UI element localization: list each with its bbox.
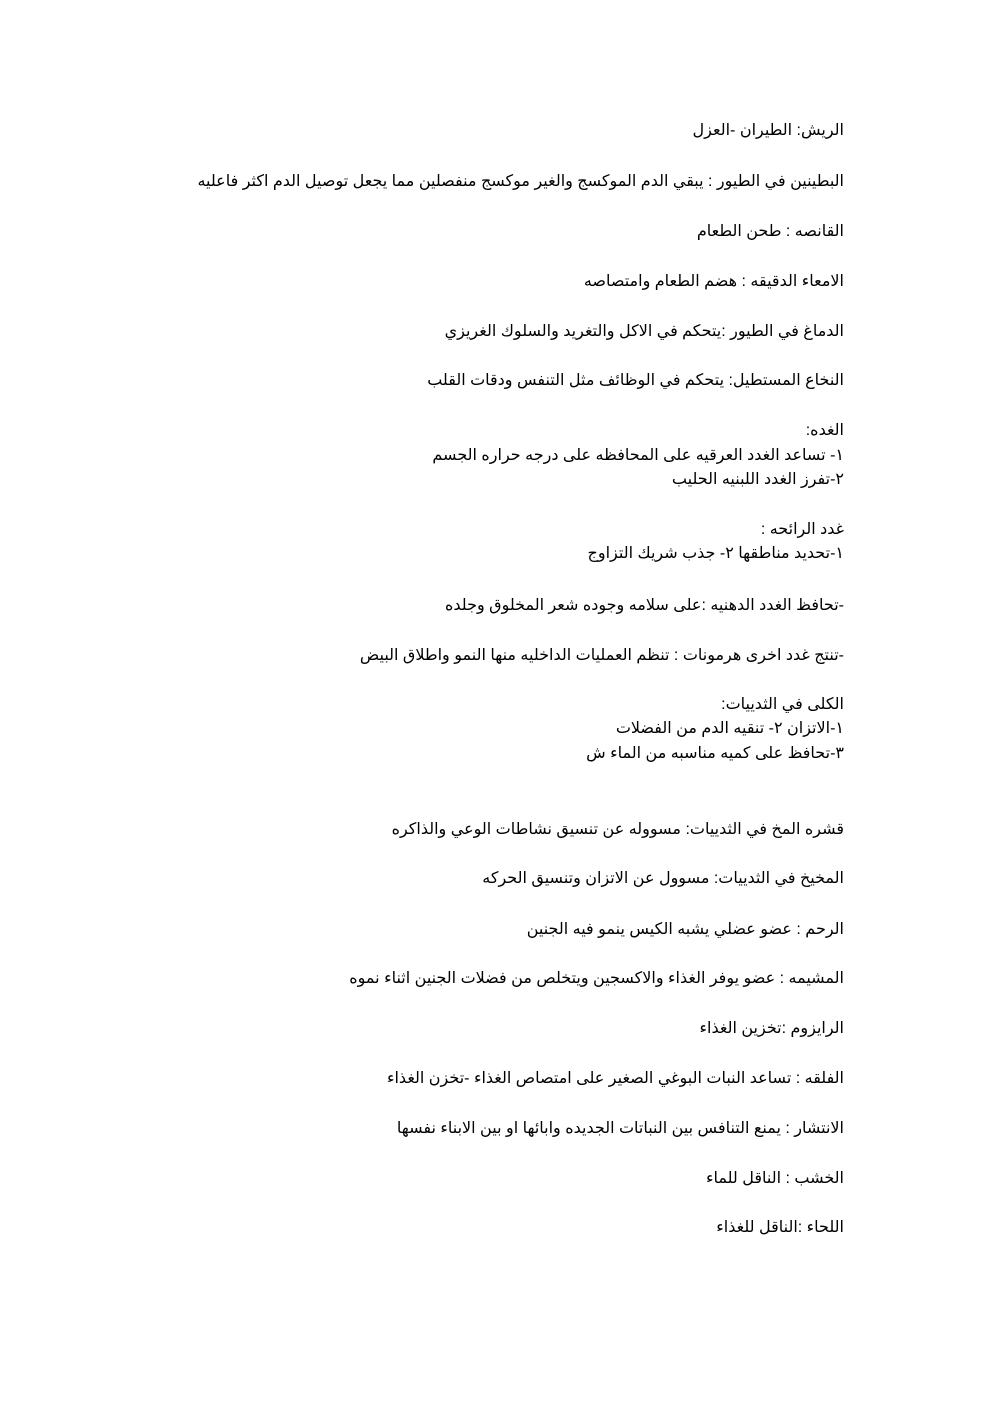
- text-line-kidneys-functions-2: ٣-تحافظ على كميه مناسبه من الماء ش: [586, 745, 844, 762]
- text-line-hormone-glands: -تنتج غدد اخرى هرمونات : تنظم العمليات الداخليه منها النمو واطلاق البيض: [359, 647, 844, 664]
- text-line-scent-glands-functions: ١-تحديد مناطقها ٢- جذب شريك التزاوج: [587, 545, 844, 562]
- text-line-uterus: الرحم : عضو عضلي يشبه الكيس ينمو فيه الجنين: [526, 921, 844, 938]
- text-line-cerebellum: المخيخ في الثدييات: مسوول عن الاتزان وتنسيق الحركه: [482, 870, 844, 887]
- text-line-xylem: الخشب : الناقل للماء: [705, 1170, 844, 1187]
- text-line-cerebral-cortex: قشره المخ في الثدييات: مسووله عن تنسيق نشاطات الوعي والذاكره: [391, 821, 844, 838]
- text-line-sweat-glands: ١- تساعد الغدد العرقيه على المحافظه على درجه حراره الجسم: [432, 447, 844, 464]
- text-line-sebaceous-glands: -تحافظ الغدد الدهنيه :على سلامه وجوده شعر المخلوق وجلده: [445, 597, 844, 614]
- text-line-mammary-glands: ٢-تفرز الغدد اللبنيه الحليب: [671, 471, 844, 488]
- text-line-placenta: المشيمه : عضو يوفر الغذاء والاكسجين ويتخلص من فضلات الجنين اثناء نموه: [349, 970, 844, 987]
- text-line-small-intestine: الامعاء الدقيقه : هضم الطعام وامتصاصه: [583, 273, 844, 290]
- text-line-scent-glands-heading: غدد الرائحه :: [760, 521, 844, 538]
- text-line-gizzard: القانصه : طحن الطعام: [696, 223, 844, 240]
- text-line-phloem: اللحاء :الناقل للغذاء: [716, 1219, 844, 1236]
- text-line-medulla: النخاع المستطيل: يتحكم في الوظائف مثل التنفس ودقات القلب: [427, 372, 844, 389]
- text-line-bird-brain: الدماغ في الطيور :يتحكم في الاكل والتغريد والسلوك الغريزي: [444, 323, 844, 340]
- text-line-kidneys-functions-1: ١-الاتزان ٢- تنقيه الدم من الفضلات: [615, 720, 844, 737]
- document-page: [124, 0, 844, 1403]
- text-line-glands-heading: الغده:: [805, 422, 844, 439]
- text-line-feathers: الريش: الطيران -العزل: [692, 122, 844, 139]
- text-line-dispersal: الانتشار : يمنع التنافس بين النباتات الجديده وابائها او بين الابناء نفسها: [396, 1120, 844, 1137]
- text-line-kidneys-heading: الكلى في الثدييات:: [721, 696, 844, 713]
- text-line-rhizome: الرايزوم :تخزين الغذاء: [699, 1020, 844, 1037]
- text-line-cotyledon: الفلقه : تساعد النبات البوغي الصغير على امتصاص الغذاء -تخزن الغذاء: [386, 1070, 844, 1087]
- text-line-bird-ventricles: البطينين في الطيور : يبقي الدم الموكسج والغير موكسج منفصلين مما يجعل توصيل الدم اكثر فاعليه: [197, 173, 844, 190]
